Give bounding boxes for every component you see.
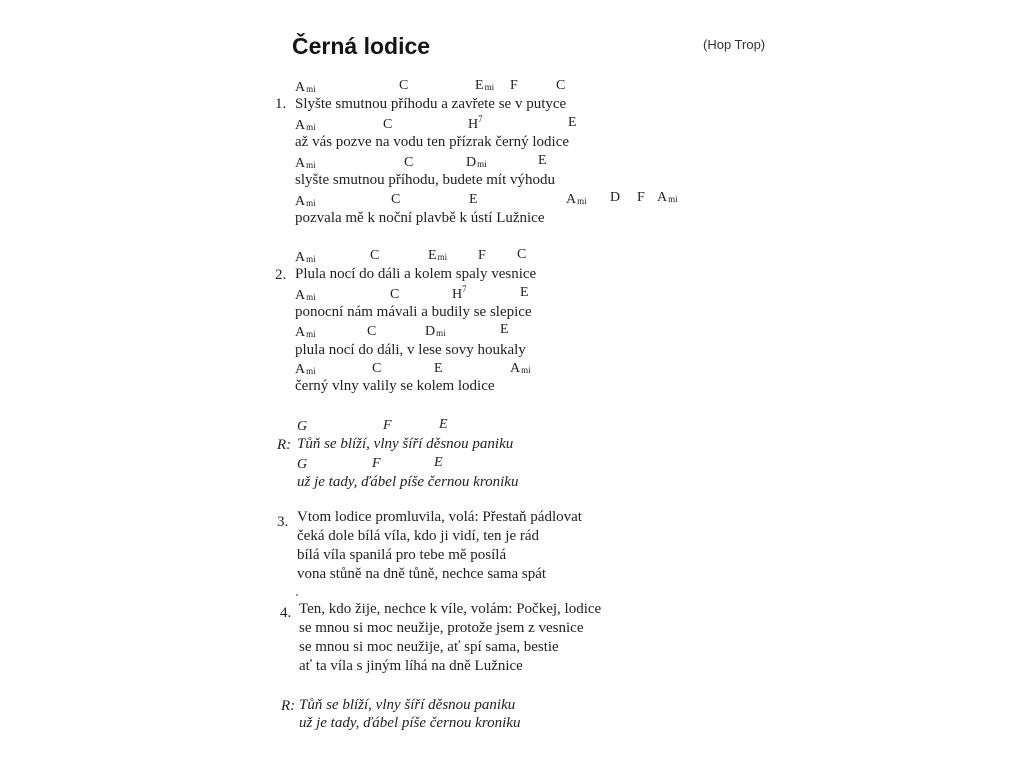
chord-emi: $E_{mi}$	[428, 248, 448, 263]
lyric-line: Tůň se blíží, vlny šíří děsnou paniku	[297, 436, 514, 452]
lyric-line: už je tady, ďábel píše černou kroniku	[297, 474, 519, 490]
chord-h7: $H^7$	[452, 284, 467, 302]
chord-ami: $A_{mi}$	[295, 156, 316, 171]
chord-e: E	[538, 153, 547, 168]
chord-h7: $H^7$	[468, 114, 483, 132]
lyric-line: bílá víla spanilá pro tebe mě posílá	[297, 547, 507, 563]
chord-c: C	[367, 324, 377, 339]
lyric-line: pozvala mě k noční plavbě k ústí Lužnice	[295, 210, 545, 226]
chord-c: C	[372, 361, 382, 376]
chord-dmi: $D_{mi}$	[466, 155, 487, 170]
chord-e: E	[434, 361, 443, 376]
lyric-line: Slyšte smutnou příhodu a zavřete se v putyce	[295, 96, 567, 112]
chord-e: E	[439, 417, 448, 432]
lyric-line: Tůň se blíží, vlny šíří děsnou paniku	[299, 697, 516, 713]
lyric-line: ponocní nám mávali a budily se slepice	[295, 304, 532, 320]
lyric-line: černý vlny valily se kolem lodice	[295, 378, 495, 394]
chord-c: C	[391, 192, 401, 207]
lyric-line: čeká dole bílá víla, kdo ji vidí, ten je rád	[297, 528, 540, 544]
chord-ami: $A_{mi}$	[295, 194, 316, 209]
lyric-line: vona stůně na dně tůně, nechce sama spát	[297, 566, 547, 582]
chord-d: D	[610, 190, 621, 205]
lyric-line: se mnou si moc neužije, protože jsem z vesnice	[299, 620, 584, 636]
chord-c: C	[383, 117, 393, 132]
chord-ami: $A_{mi}$	[295, 325, 316, 340]
lyric-line: už je tady, ďábel píše černou kroniku	[299, 715, 521, 731]
chord-ami: $A_{mi}$	[657, 190, 678, 205]
verse-number: 1.	[275, 96, 287, 112]
lyric-line: ať ta víla s jiným líhá na dně Lužnice	[299, 658, 523, 674]
lyric-line: se mnou si moc neužije, ať spí sama, bestie	[299, 639, 559, 655]
verse-number: 4.	[280, 605, 292, 621]
chord-e: E	[469, 192, 478, 207]
chord-c: C	[404, 155, 414, 170]
song-title: Černá lodice	[292, 33, 431, 59]
chord-f: F	[510, 78, 518, 93]
verse-number: 3.	[277, 514, 289, 530]
chord-e: E	[568, 115, 577, 130]
chorus-label: R:	[277, 437, 292, 453]
chord-g: G	[297, 419, 308, 434]
chord-c: C	[390, 287, 400, 302]
chord-ami: $A_{mi}$	[295, 362, 316, 377]
chord-f: F	[372, 456, 381, 471]
chord-e: E	[520, 285, 529, 300]
chord-ami: $A_{mi}$	[510, 361, 531, 376]
chord-c: C	[370, 248, 380, 263]
chord-c: C	[517, 247, 527, 262]
chord-e: E	[434, 455, 443, 470]
speck	[296, 594, 298, 596]
chord-e: E	[500, 322, 509, 337]
verse-number: 2.	[275, 267, 287, 283]
song-artist: (Hop Trop)	[703, 37, 766, 52]
lyric-line: až vás pozve na vodu ten přízrak černý lodice	[295, 134, 570, 150]
chord-c: C	[556, 78, 566, 93]
chord-emi: $E_{mi}$	[475, 78, 495, 93]
chord-ami: $A_{mi}$	[295, 288, 316, 303]
lyric-line: Plula nocí do dáli a kolem spaly vesnice	[295, 266, 537, 282]
chord-ami: $A_{mi}$	[295, 118, 316, 133]
chord-f: F	[383, 418, 392, 433]
chord-g: G	[297, 457, 308, 472]
lyric-line: plula nocí do dáli, v lese sovy houkaly	[295, 342, 526, 358]
chord-ami: $A_{mi}$	[295, 250, 316, 265]
chord-dmi: $D_{mi}$	[425, 324, 446, 339]
chord-ami: $A_{mi}$	[295, 80, 316, 95]
chord-f: F	[637, 190, 645, 205]
chord-ami: $A_{mi}$	[566, 192, 587, 207]
chord-f: F	[478, 248, 486, 263]
lyric-line: Ten, kdo žije, nechce k víle, volám: Počkej, lodice	[299, 601, 602, 617]
chorus-label: R:	[281, 698, 296, 714]
lyric-line: Vtom lodice promluvila, volá: Přestaň pádlovat	[297, 509, 582, 525]
lyric-line: slyšte smutnou příhodu, budete mít výhodu	[295, 172, 555, 188]
chord-c: C	[399, 78, 409, 93]
